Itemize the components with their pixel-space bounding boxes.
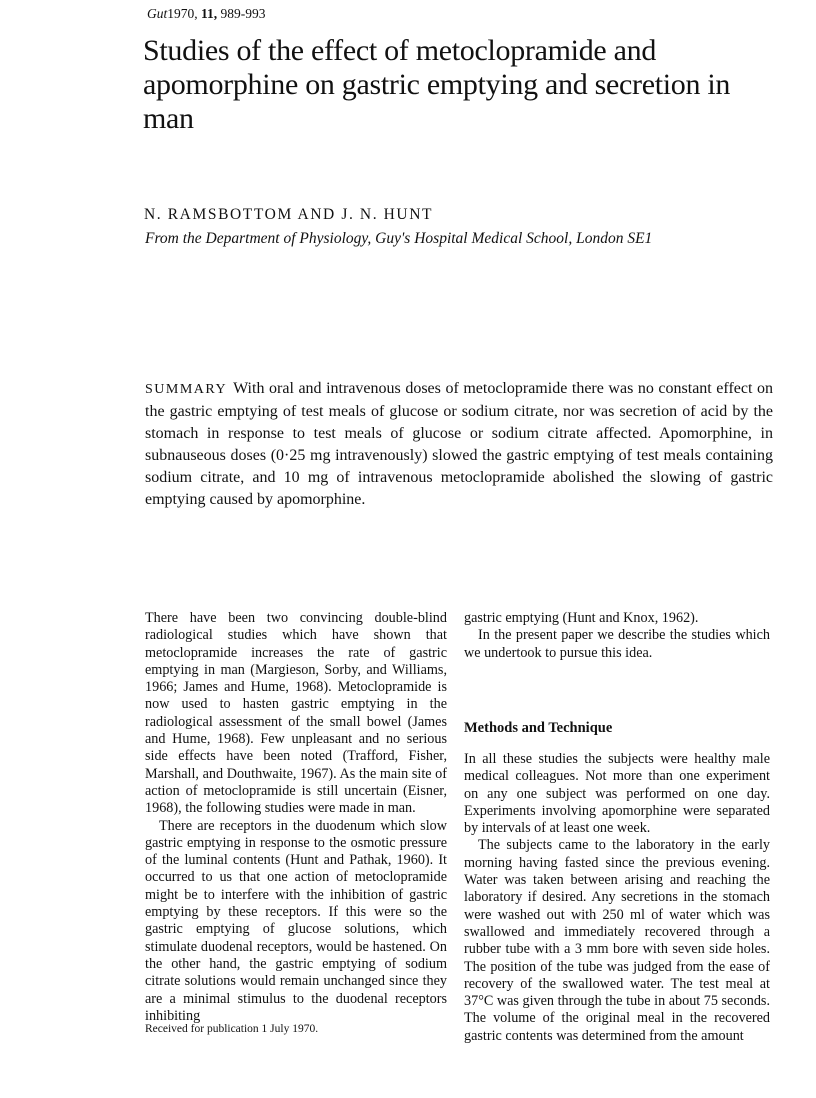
body-paragraph: The subjects came to the laboratory in the early morning having fasted since the previous evening. Water was taken between arising and reaching the laboratory if desired. Any secretions in the stomach were washed out with 250 ml of water which was swallowed and immediately recovered through a rubber tube with a 3 mm bore with seven side holes. The position of the tube was judged from the ease of recovery of the swallowed water. The test meal at 37°C was given through the tube in about 75 seconds. The volume of the original meal in the recovered gastric contents was determined from the amount	[464, 837, 770, 1044]
body-paragraph: gastric emptying (Hunt and Knox, 1962).	[464, 610, 699, 626]
journal-volume: 11,	[201, 6, 218, 21]
summary-label: SUMMARY	[145, 382, 228, 397]
author-list: N. RAMSBOTTOM AND J. N. HUNT	[144, 206, 434, 223]
journal-pages: 989-993	[220, 6, 266, 21]
right-column-methods	[464, 751, 770, 1045]
journal-citation	[147, 6, 266, 22]
body-paragraph: There are receptors in the duodenum which slow gastric emptying in response to the osmotic pressure of the luminal contents (Hunt and Pathak, 1960). It occurred to us that one action of metoclopramide might be to interfere with the inhibition of gastric emptying by these receptors. If this were so the gastric emptying of glucose solutions, which stimulate duodenal receptors, would be hastened. On the other hand, the gastric emptying of sodium citrate solutions would remain unchanged since they are a minimal stimulus to the duodenal receptors inhibiting	[145, 817, 447, 1024]
summary-text: With oral and intravenous doses of metoclopramide there was no constant effect on the gastric emptying of test meals of glucose or sodium citrate, nor was secretion of acid by the stomach in response to test meals of glucose or sodium citrate affected. Apomorphine, in subnauseous doses (0·25 mg intravenously) slowed the gastric emptying of test meals containing sodium citrate, and 10 mg of intravenous metoclopramide abolished the slowing of gastric emptying caused by apomorphine.	[145, 380, 773, 508]
received-note: Received for publication 1 July 1970.	[145, 1023, 319, 1035]
right-column-top	[464, 610, 770, 662]
left-column	[145, 610, 447, 1025]
summary-block	[145, 378, 773, 511]
section-heading: Methods and Technique	[464, 720, 613, 736]
body-paragraph: In all these studies the subjects were healthy male medical colleagues. Not more than one experiment on any one subject was performed on one day. Experiments involving apomorphine were separated by intervals of at least one week.	[464, 751, 770, 837]
body-paragraph: In the present paper we describe the studies which we undertook to pursue this idea.	[464, 627, 770, 661]
author-affiliation: From the Department of Physiology, Guy's Hospital Medical School, London SE1	[145, 230, 653, 247]
body-paragraph: There have been two convincing double-blind radiological studies which have shown that metoclopramide increases the rate of gastric emptying in man (Margieson, Sorby, and Williams, 1966; James and Hume, 1968). Metoclopramide is now used to hasten gastric emptying in the radiological assessment of the small bowel (James and Hume, 1968). Few unpleasant and no serious side effects have been noted (Trafford, Fisher, Marshall, and Douthwaite, 1967). As the main site of action of metoclopramide is still uncertain (Eisner, 1968), the following studies were made in man.	[145, 610, 447, 817]
journal-name: Gut	[147, 6, 168, 21]
journal-year: 1970,	[167, 6, 198, 21]
article-title: Studies of the effect of metoclopramide and apomorphine on gastric emptying and secretion in man	[143, 34, 731, 135]
